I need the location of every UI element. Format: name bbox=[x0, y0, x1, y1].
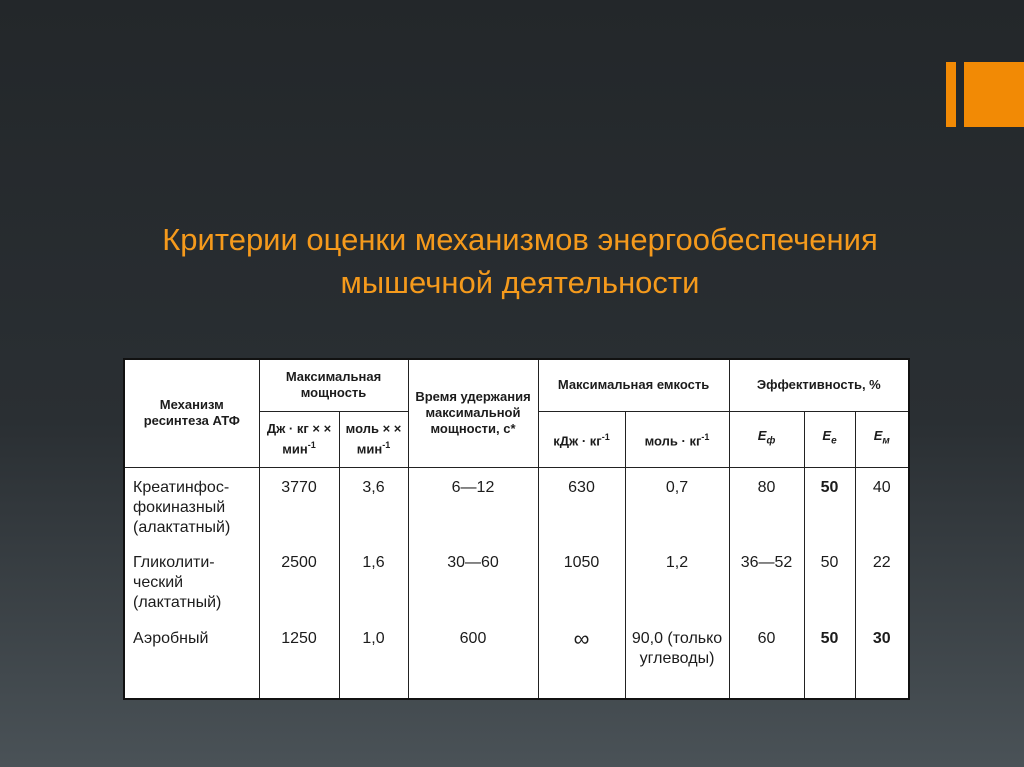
cell-eff-f: 60 bbox=[729, 619, 804, 699]
header-hold-time: Время удержания максимальной мощности, с* bbox=[408, 359, 538, 467]
cell-capacity-kj: 1050 bbox=[538, 543, 625, 619]
cell-hold-time: 600 bbox=[408, 619, 538, 699]
slide-title bbox=[90, 218, 950, 304]
table-row bbox=[124, 467, 909, 543]
cell-hold-time: 6—12 bbox=[408, 467, 538, 543]
cell-eff-e: 50 bbox=[804, 467, 855, 543]
cell-power-mol: 1,6 bbox=[339, 543, 408, 619]
header-eff-e: $E_e$ bbox=[804, 411, 855, 467]
cell-capacity-mol: 90,0 (только углеводы) bbox=[625, 619, 729, 699]
cell-capacity-mol: 1,2 bbox=[625, 543, 729, 619]
cell-mechanism: Гликолити-ческий (лактатный) bbox=[124, 543, 259, 619]
data-table-container bbox=[123, 358, 908, 698]
cell-eff-f: 80 bbox=[729, 467, 804, 543]
header-efficiency: Эффективность, % bbox=[729, 359, 909, 411]
cell-power-j: 3770 bbox=[259, 467, 339, 543]
cell-capacity-mol: 0,7 bbox=[625, 467, 729, 543]
cell-power-j: 2500 bbox=[259, 543, 339, 619]
header-max-capacity: Максимальная емкость bbox=[538, 359, 729, 411]
header-power-unit-mol: моль × × мин$^{-1}$ bbox=[339, 411, 408, 467]
cell-eff-e: 50 bbox=[804, 543, 855, 619]
slide-title-line1: Критерии оценки механизмов энергообеспечения bbox=[162, 222, 878, 257]
header-capacity-unit-mol: моль · $кг^{-1}$ bbox=[625, 411, 729, 467]
table-row bbox=[124, 619, 909, 699]
energy-mechanisms-table bbox=[123, 358, 910, 700]
cell-hold-time: 30—60 bbox=[408, 543, 538, 619]
cell-mechanism: Креатинфос-фокиназный (алактатный) bbox=[124, 467, 259, 543]
cell-power-mol: 1,0 bbox=[339, 619, 408, 699]
cell-eff-f: 36—52 bbox=[729, 543, 804, 619]
cell-eff-e: 50 bbox=[804, 619, 855, 699]
cell-eff-m: 30 bbox=[855, 619, 909, 699]
cell-mechanism: Аэробный bbox=[124, 619, 259, 699]
cell-capacity-kj: 630 bbox=[538, 467, 625, 543]
accent-block bbox=[964, 62, 1024, 127]
cell-eff-m: 22 bbox=[855, 543, 909, 619]
cell-power-mol: 3,6 bbox=[339, 467, 408, 543]
cell-capacity-kj: ∞ bbox=[538, 619, 625, 699]
table-row bbox=[124, 543, 909, 619]
header-eff-f: $E_ф$ bbox=[729, 411, 804, 467]
header-power-unit-j: Дж · кг × × мин$^{-1}$ bbox=[259, 411, 339, 467]
cell-power-j: 1250 bbox=[259, 619, 339, 699]
slide-title-line2: мышечной деятельности bbox=[340, 265, 700, 300]
header-mechanism: Механизм ресинтеза АТФ bbox=[124, 359, 259, 467]
accent-bar bbox=[946, 62, 956, 127]
header-eff-m: $E_м$ bbox=[855, 411, 909, 467]
cell-eff-m: 40 bbox=[855, 467, 909, 543]
header-capacity-unit-kj: кДж · $кг^{-1}$ bbox=[538, 411, 625, 467]
header-max-power: Максимальная мощность bbox=[259, 359, 408, 411]
